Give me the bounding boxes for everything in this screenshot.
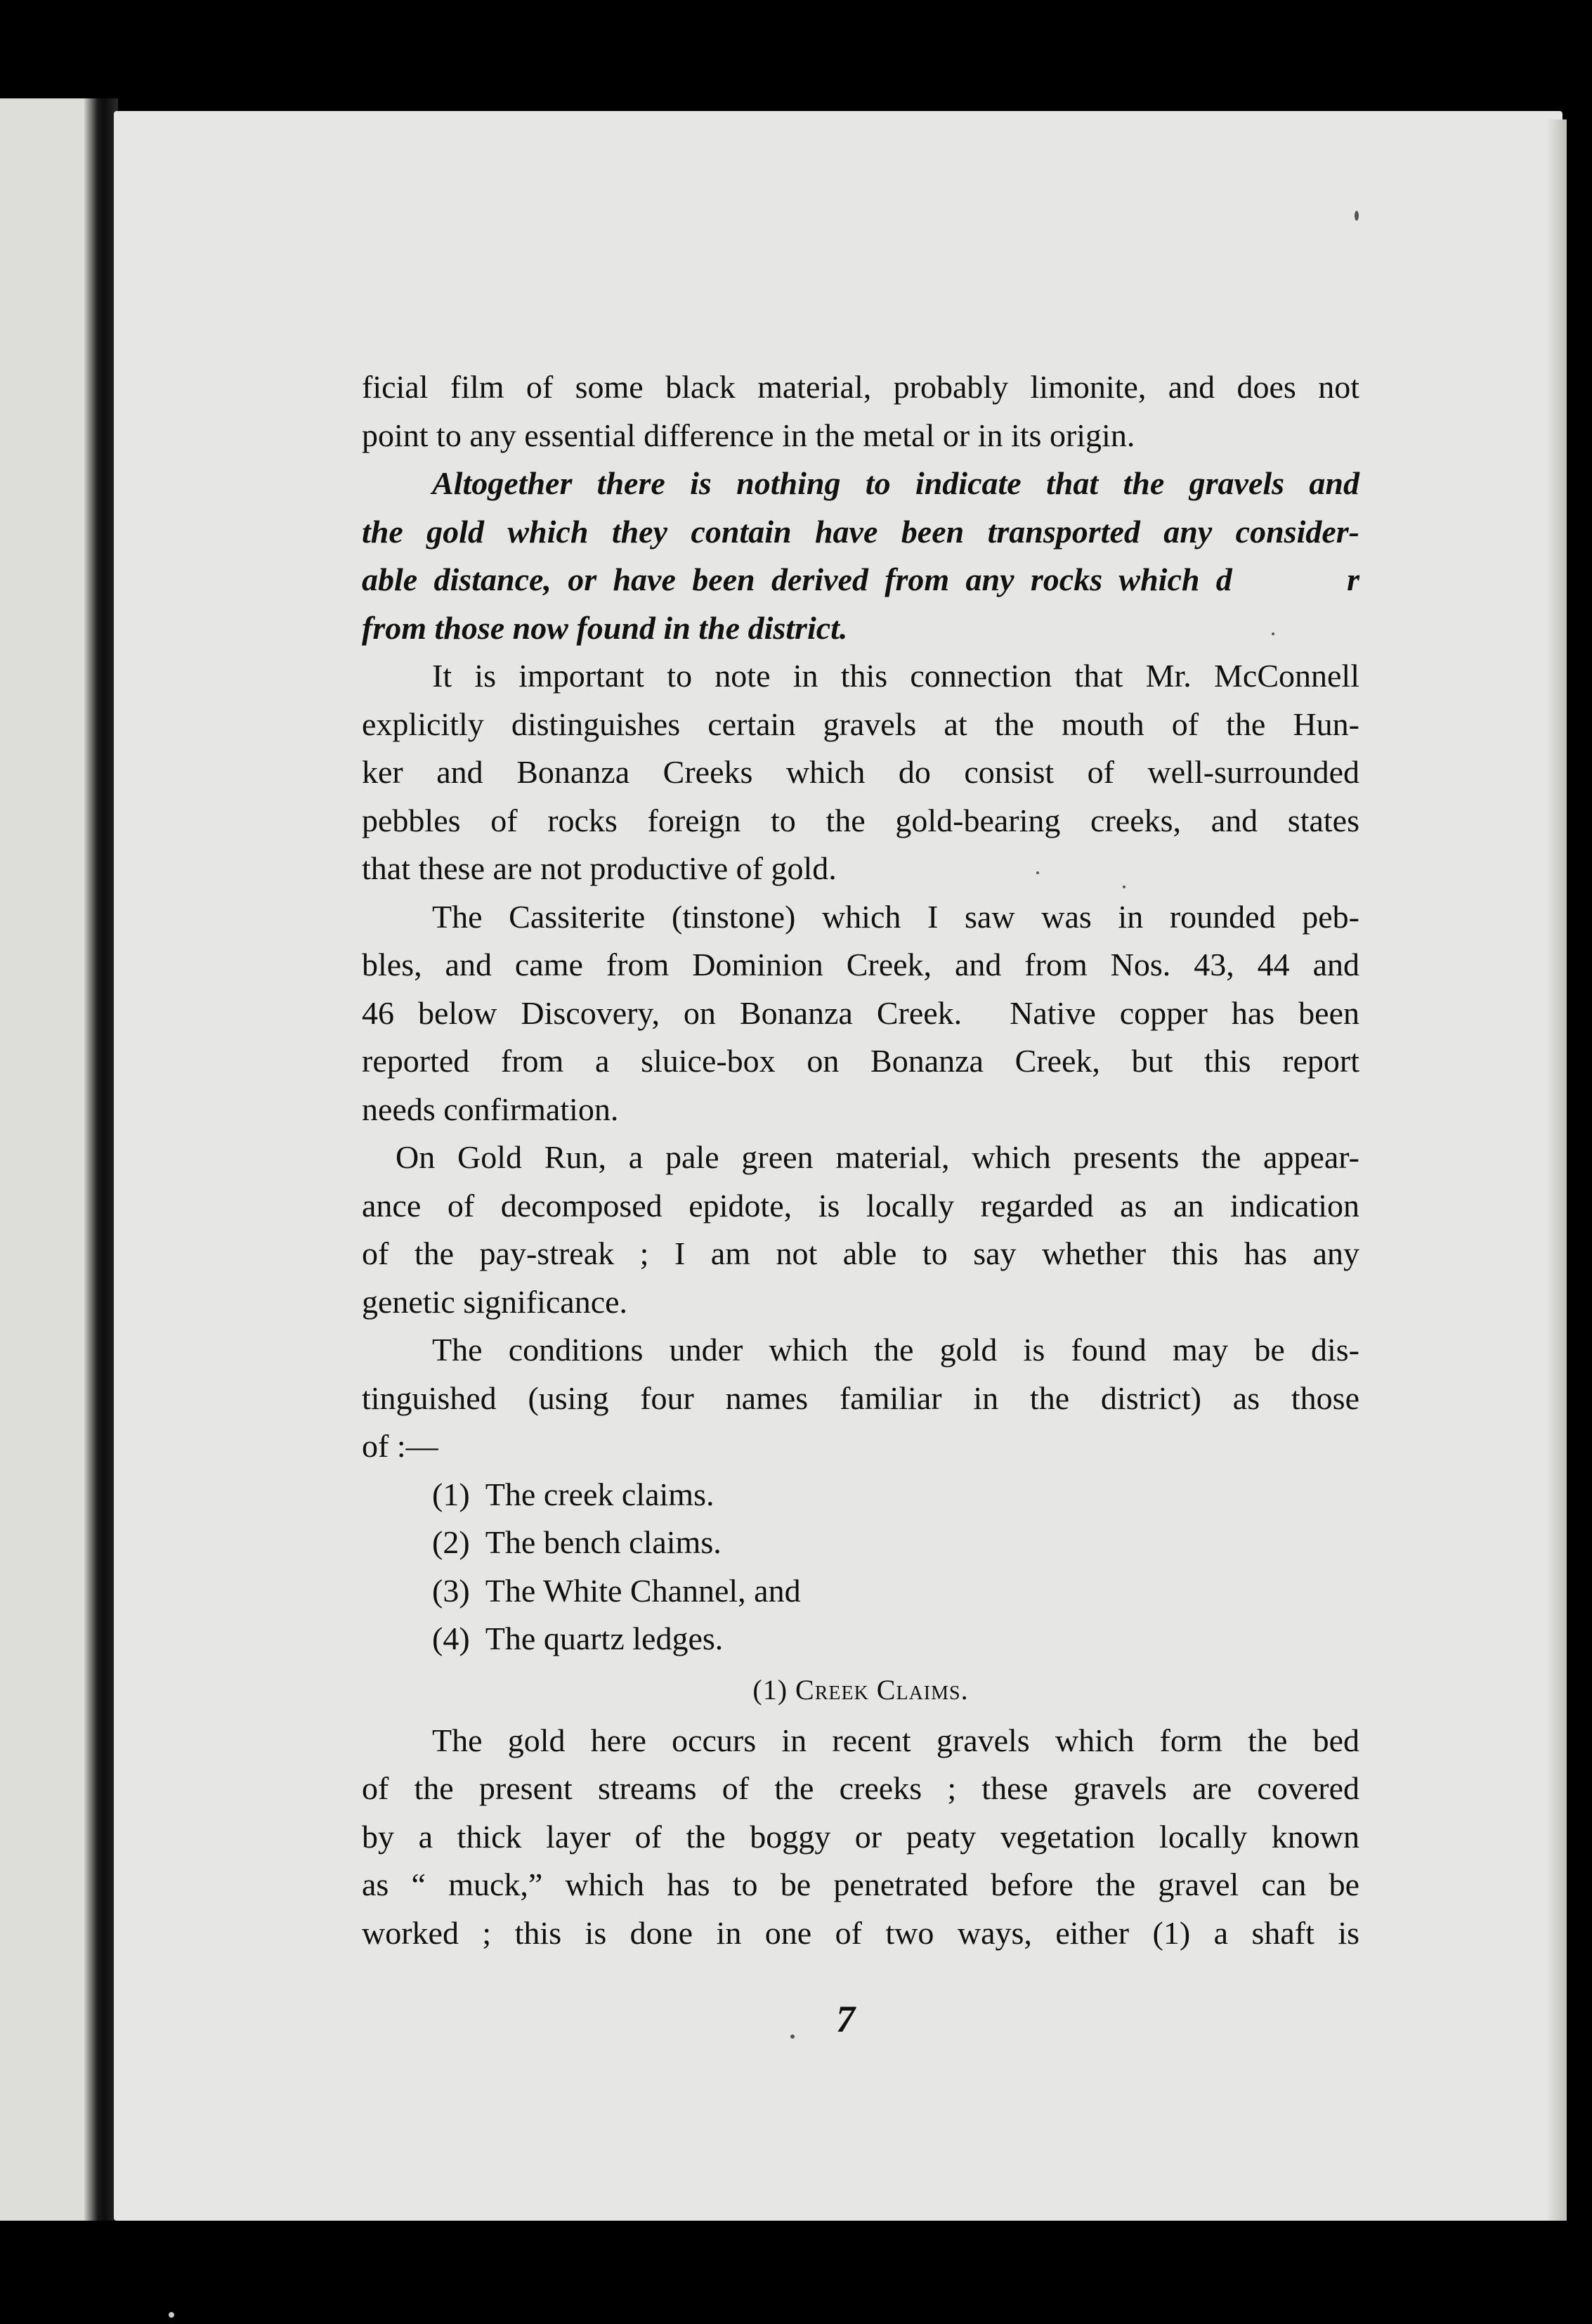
list-item: (4) The quartz ledges. <box>432 1621 724 1656</box>
text-line: The gold here occurs in recent gravels which form the bed <box>432 1722 1359 1758</box>
text-line: able distance, or have been derived from any rocks which d r <box>362 561 1359 597</box>
text-line: 46 below Discovery, on Bonanza Creek. Native copper has been <box>362 994 1359 1031</box>
text-line: as “ muck,” which has to be penetrated before the gravel can be <box>362 1867 1359 1902</box>
body-text <box>362 363 1359 1957</box>
scan-speck <box>1036 871 1039 874</box>
scan-speck <box>1123 885 1126 888</box>
text-line: ker and Bonanza Creeks which do consist of well-surrounded <box>362 754 1359 790</box>
text-line: tinguished (using four names familiar in the district) as those <box>362 1380 1359 1416</box>
text-line: genetic significance. <box>362 1283 628 1320</box>
scan-speck <box>1355 211 1359 221</box>
text-line: of the pay-streak ; I am not able to say whether this has any <box>362 1235 1359 1271</box>
scan-speck <box>790 2034 795 2039</box>
text-line: The conditions under which the gold is found may be dis- <box>432 1332 1359 1368</box>
text-line: reported from a sluice-box on Bonanza Creek, but this report <box>362 1043 1359 1079</box>
page-edge-shadow <box>1546 119 1567 2221</box>
text-line: bles, and came from Dominion Creek, and from Nos. 43, 44 and <box>362 947 1359 982</box>
text-line: On Gold Run, a pale green material, which presents the appear- <box>396 1139 1359 1175</box>
list-item: (3) The White Channel, and <box>432 1572 801 1609</box>
book-gutter <box>84 98 118 2221</box>
text-line: ficial film of some black material, probably limonite, and does not <box>362 369 1359 405</box>
text-line: from those now found in the district. <box>362 609 848 646</box>
text-line: pebbles of rocks foreign to the gold-bearing creeks, and states <box>362 802 1359 838</box>
text-line: worked ; this is done in one of two ways, either (1) a shaft is <box>362 1914 1359 1951</box>
text-line: It is important to note in this connection that Mr. McConnell <box>432 658 1359 694</box>
list-item: (2) The bench claims. <box>432 1524 722 1560</box>
text-line: by a thick layer of the boggy or peaty vegetation locally known <box>362 1818 1359 1855</box>
text-line: the gold which they contain have been transported any consider- <box>362 513 1359 550</box>
text-line: needs confirmation. <box>362 1091 619 1127</box>
section-heading: (1) Creek Claims. <box>752 1673 969 1706</box>
text-line: Altogether there is nothing to indicate that the gravels and <box>432 465 1359 501</box>
page-number: 7 <box>836 1998 855 2040</box>
text-line: of :— <box>362 1428 438 1464</box>
text-line: explicitly distinguishes certain gravels at the mouth of the Hun- <box>362 706 1359 742</box>
list-item: (1) The creek claims. <box>432 1476 715 1512</box>
text-line: The Cassiterite (tinstone) which I saw was in rounded peb- <box>432 898 1359 935</box>
text-line: point to any essential difference in the metal or in its origin. <box>362 417 1135 453</box>
scan-speck <box>1272 632 1274 635</box>
text-line: ance of decomposed epidote, is locally regarded as an indication <box>362 1187 1359 1223</box>
text-line: of the present streams of the creeks ; these gravels are covered <box>362 1770 1359 1806</box>
scan-speck <box>169 2312 174 2318</box>
text-line: that these are not productive of gold. <box>362 850 837 886</box>
